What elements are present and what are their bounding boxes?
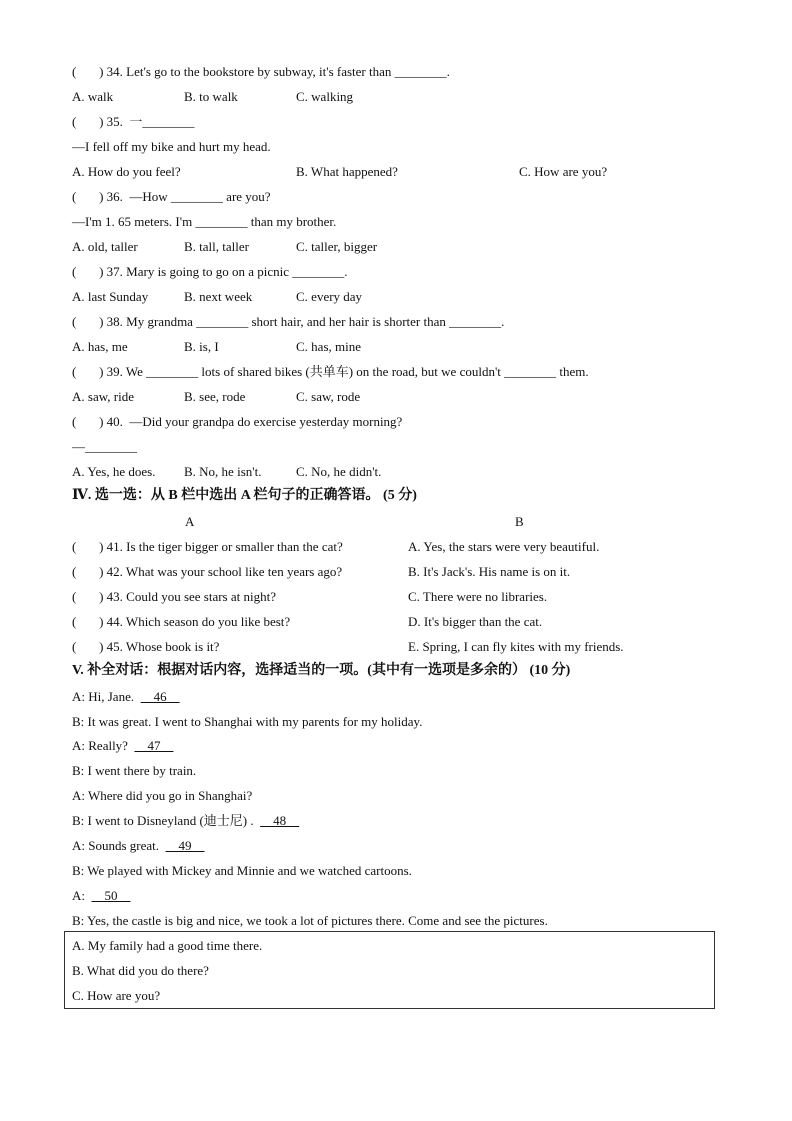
dialog-line-6 [72, 813, 299, 829]
blank-48: 48 [260, 813, 300, 828]
answer-e: E. Spring, I can fly kites with my friends. [408, 639, 624, 654]
q39-option-c: C. saw, rode [296, 389, 361, 404]
q44: ( ) 44. Which season do you like best? [72, 614, 291, 629]
option-b: B. What did you do there? [72, 963, 209, 978]
dialog-text: A: Really? [72, 738, 135, 753]
dialog-text: B: I went to Disneyland (迪士尼) . [72, 813, 261, 828]
dialog-line-1 [72, 689, 180, 705]
dialog-text: A: [72, 888, 92, 903]
blank-47: 47 [134, 738, 174, 753]
q37-option-c: C. every day [296, 289, 363, 304]
q38-option-b: B. is, I [184, 339, 219, 354]
q36-option-b: B. tall, taller [184, 239, 249, 254]
q40-option-a: A. Yes, he does. [72, 464, 156, 479]
q38-stem: ( ) 38. My grandma ________ short hair, and her hair is shorter than ________. [72, 314, 505, 329]
q36-reply: —I'm 1. 65 meters. I'm ________ than my brother. [72, 214, 337, 229]
q43: ( ) 43. Could you see stars at night? [72, 589, 276, 604]
q37-stem: ( ) 37. Mary is going to go on a picnic ________. [72, 264, 348, 279]
option-a: A. My family had a good time there. [72, 938, 263, 953]
dialog-line-7 [72, 838, 205, 854]
q36-stem: ( ) 36. —How ________ are you? [72, 189, 271, 204]
q34-stem: ( ) 34. Let's go to the bookstore by subway, it's faster than ________. [72, 64, 450, 79]
q45: ( ) 45. Whose book is it? [72, 639, 220, 654]
q38-option-a: A. has, me [72, 339, 128, 354]
section5-title: V. 补全对话：根据对话内容，选择适当的一项。(其中有一选项是多余的） (10 分) [72, 663, 571, 678]
q40-reply: —________ [72, 439, 137, 454]
dialog-line-10: B: Yes, the castle is big and nice, we took a lot of pictures there. Come and see the pictures. [72, 913, 548, 928]
dialog-line-4: B: I went there by train. [72, 763, 197, 778]
q39-option-b: B. see, rode [184, 389, 246, 404]
dialog-line-2: B: It was great. I went to Shanghai with my parents for my holiday. [72, 714, 423, 729]
blank-50: 50 [91, 888, 131, 903]
q39-option-a: A. saw, ride [72, 389, 134, 404]
q35-option-c: C. How are you? [519, 164, 608, 179]
column-a-header: A [185, 514, 195, 529]
blank-49: 49 [165, 838, 205, 853]
option-c: C. How are you? [72, 988, 161, 1003]
q41: ( ) 41. Is the tiger bigger or smaller than the cat? [72, 539, 343, 554]
dialog-line-3 [72, 738, 173, 754]
dialog-line-8: B: We played with Mickey and Minnie and we watched cartoons. [72, 863, 412, 878]
q42: ( ) 42. What was your school like ten years ago? [72, 564, 343, 579]
q37-option-b: B. next week [184, 289, 253, 304]
q38-option-c: C. has, mine [296, 339, 361, 354]
q35-option-b: B. What happened? [296, 164, 398, 179]
q40-option-c: C. No, he didn't. [296, 464, 382, 479]
answer-a: A. Yes, the stars were very beautiful. [408, 539, 600, 554]
q35-reply: —I fell off my bike and hurt my head. [72, 139, 271, 154]
blank-46: 46 [140, 689, 180, 704]
q36-option-a: A. old, taller [72, 239, 138, 254]
q34-option-c: C. walking [296, 89, 354, 104]
q36-option-c: C. taller, bigger [296, 239, 378, 254]
q34-option-a: A. walk [72, 89, 114, 104]
section4-title: Ⅳ. 选一选：从 B 栏中选出 A 栏句子的正确答语。 (5 分) [72, 488, 417, 503]
dialog-text: A: Sounds great. [72, 838, 166, 853]
q35-option-a: A. How do you feel? [72, 164, 181, 179]
column-b-header: B [515, 514, 524, 529]
answer-b: B. It's Jack's. His name is on it. [408, 564, 571, 579]
answer-c: C. There were no libraries. [408, 589, 548, 604]
q40-stem: ( ) 40. —Did your grandpa do exercise yesterday morning? [72, 414, 403, 429]
q35-stem: ( ) 35. 一________ [72, 114, 195, 129]
dialog-line-9 [72, 888, 131, 904]
dialog-text: A: Hi, Jane. [72, 689, 141, 704]
q40-option-b: B. No, he isn't. [184, 464, 262, 479]
dialog-line-5: A: Where did you go in Shanghai? [72, 788, 253, 803]
q39-stem: ( ) 39. We ________ lots of shared bikes (共单车) on the road, but we couldn't ________ them. [72, 364, 589, 379]
answer-d: D. It's bigger than the cat. [408, 614, 543, 629]
q34-option-b: B. to walk [184, 89, 238, 104]
q37-option-a: A. last Sunday [72, 289, 149, 304]
